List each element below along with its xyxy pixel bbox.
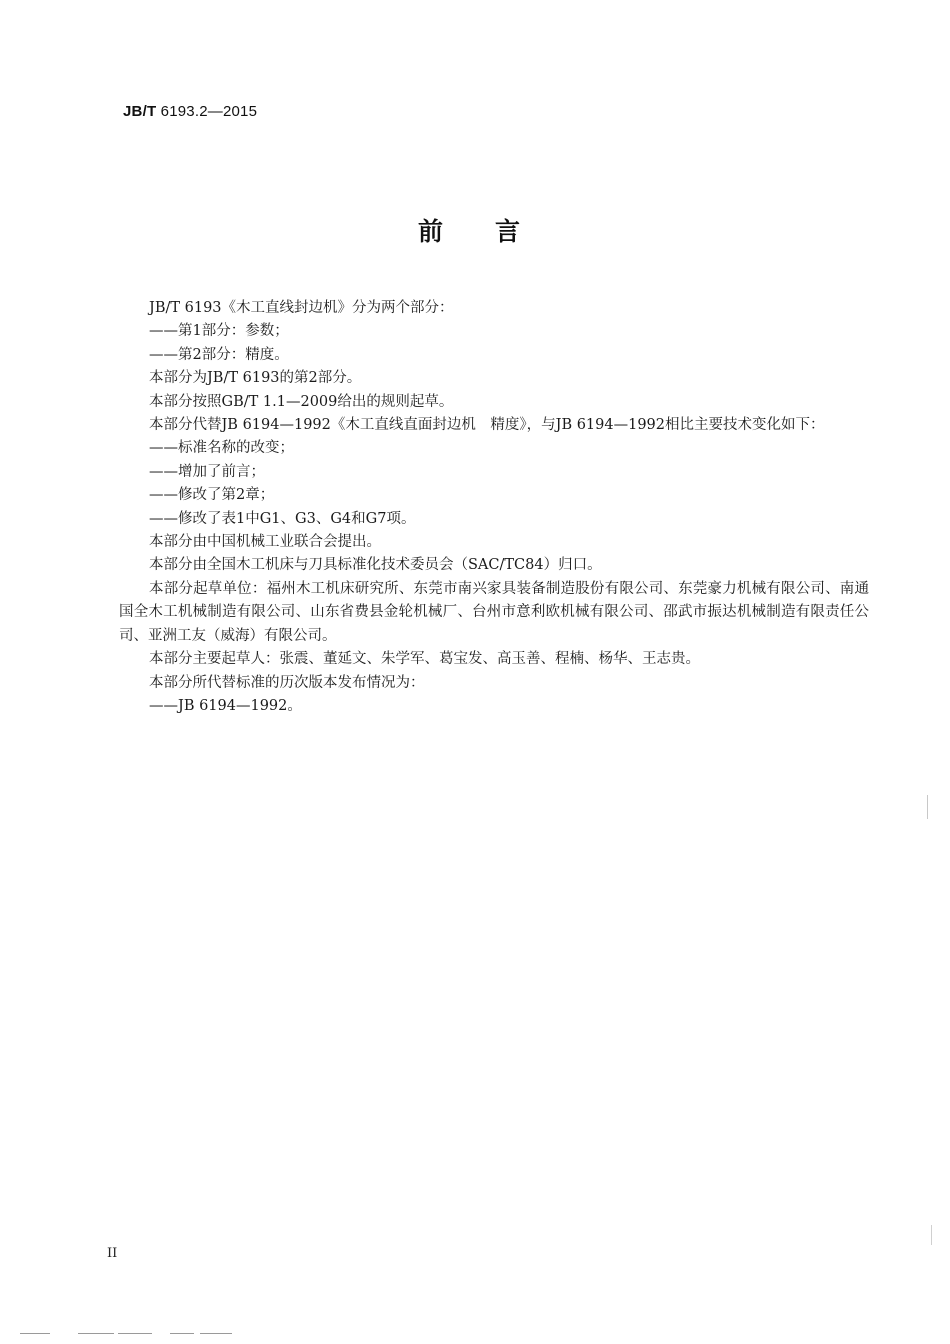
paragraph: 本部分按照GB/T 1.1—2009给出的规则起草。 — [149, 393, 454, 410]
scan-artifact — [78, 1333, 114, 1334]
paragraph: 本部分主要起草人：张震、董延文、朱学军、葛宝发、高玉善、程楠、杨华、王志贵。 — [149, 651, 700, 668]
standard-code — [123, 103, 257, 120]
foreword-body — [119, 297, 869, 718]
scan-artifact — [118, 1333, 152, 1334]
standard-number: 6193.2—2015 — [156, 103, 258, 120]
paragraph: 本部分起草单位：福州木工机床研究所、东莞市南兴家具装备制造股份有限公司、东莞豪力机械有限公司、南通国全木工机械制造有限公司、山东省费县金轮机械厂、台州市意利欧机械有限公司、邵武市振达机械制造有限责任公司、亚洲工友（威海）有限公司。 — [119, 580, 869, 644]
list-item: ——第1部分：参数； — [149, 323, 289, 340]
page-title: 前言 — [417, 217, 572, 246]
list-item: ——修改了表1中G1、G3、G4和G7项。 — [149, 510, 416, 527]
page-number: II — [107, 1246, 118, 1261]
paragraph: JB/T 6193《木工直线封边机》分为两个部分： — [149, 300, 454, 316]
scan-artifact — [927, 795, 928, 819]
list-item: ——增加了前言； — [149, 463, 265, 480]
standard-prefix: JB/T — [123, 103, 157, 120]
scan-artifact — [20, 1333, 50, 1334]
paragraph: 本部分由中国机械工业联合会提出。 — [149, 534, 381, 551]
list-item: ——标准名称的改变； — [149, 440, 294, 457]
scan-artifact — [200, 1333, 232, 1334]
paragraph: 本部分所代替标准的历次版本发布情况为： — [149, 674, 425, 691]
paragraph: 本部分为JB/T 6193的第2部分。 — [149, 370, 362, 387]
list-item: ——JB 6194—1992。 — [149, 697, 302, 714]
scan-artifact — [170, 1333, 194, 1334]
paragraph: 本部分代替JB 6194—1992《木工直线直面封边机 精度》，与JB 6194—1992相比主要技术变化如下： — [149, 417, 825, 434]
list-item: ——第2部分：精度。 — [149, 346, 289, 363]
scan-artifact — [931, 1225, 932, 1245]
list-item: ——修改了第2章； — [149, 487, 275, 504]
paragraph: 本部分由全国木工机床与刀具标准化技术委员会（SAC/TC84）归口。 — [149, 557, 602, 574]
